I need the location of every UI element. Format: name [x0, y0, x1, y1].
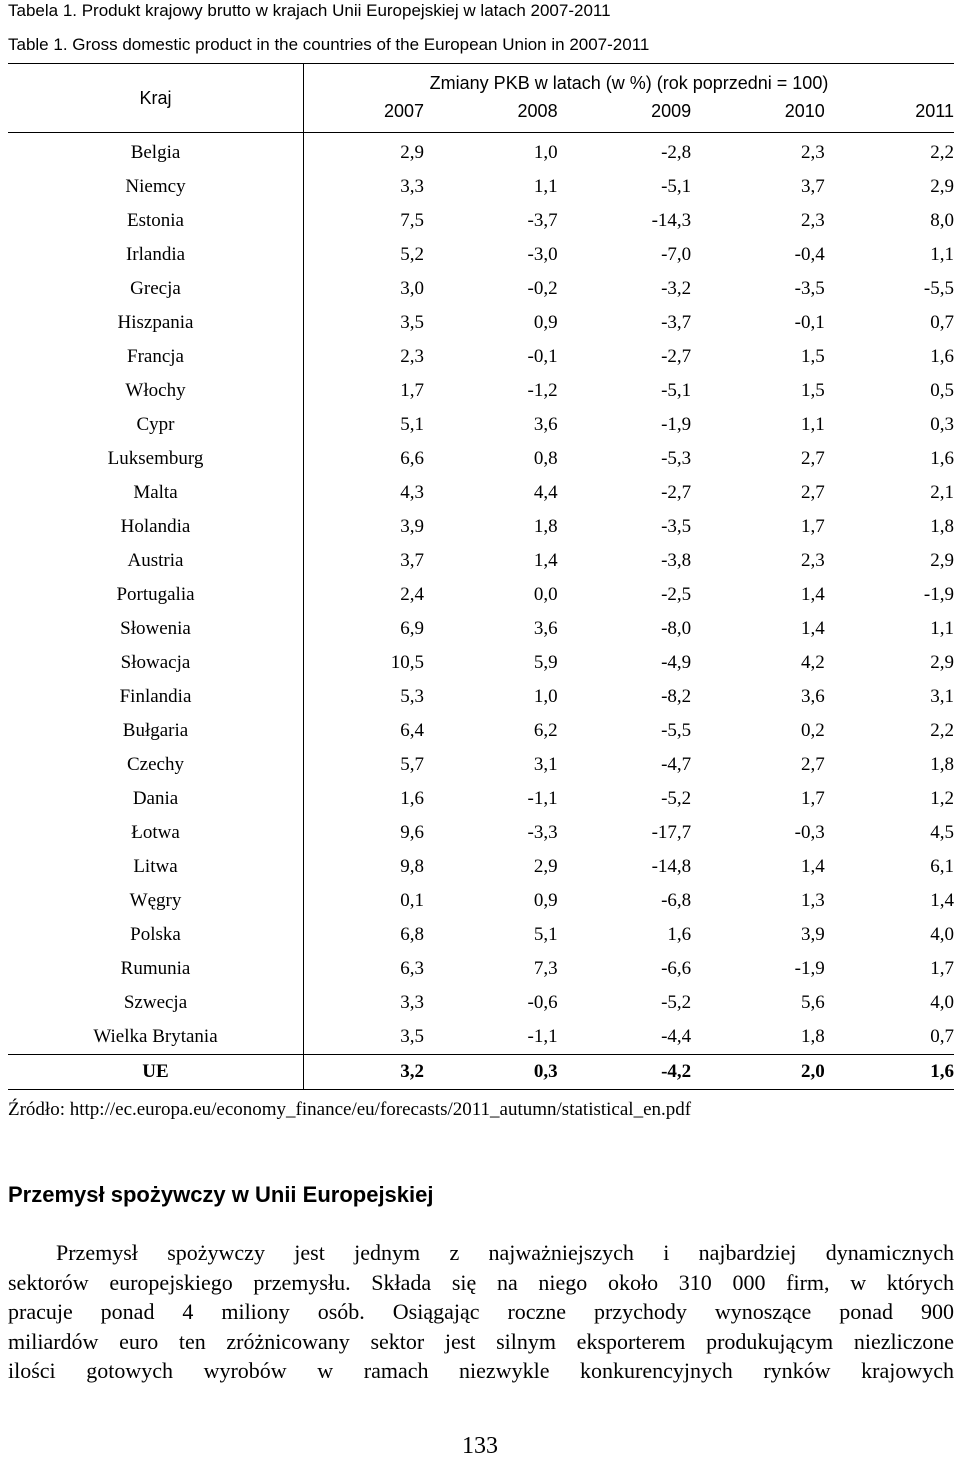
- value-cell: 1,8: [800, 1026, 825, 1047]
- value-cell: 0,7: [930, 1026, 954, 1047]
- table-row: [8, 782, 954, 816]
- value-cell: 3,3: [400, 992, 424, 1013]
- country-cell: Polska: [8, 918, 304, 952]
- value-cell: 1,1: [533, 176, 558, 197]
- country-cell: Francja: [8, 340, 304, 374]
- table-caption-english: Table 1. Gross domestic product in the countries of the European Union in 2007-2011: [8, 35, 650, 54]
- value-cell: -3,3: [527, 822, 558, 843]
- value-cell: -3,2: [661, 278, 692, 299]
- value-cell: 0,9: [533, 312, 558, 333]
- table-row: [8, 442, 954, 476]
- value-cell: 0,0: [533, 584, 558, 605]
- country-cell: Irlandia: [8, 238, 304, 272]
- value-cell: 1,7: [800, 788, 825, 809]
- value-cell: 3,1: [930, 686, 954, 707]
- table-row: [8, 340, 954, 374]
- country-column-header: Kraj: [8, 64, 304, 133]
- table-row: [8, 680, 954, 714]
- total-row: [8, 1055, 954, 1090]
- value-cell: -0,1: [794, 312, 825, 333]
- table-row: [8, 204, 954, 238]
- table-caption-polish: Tabela 1. Produkt krajowy brutto w krajach Unii Europejskiej w latach 2007-2011: [8, 1, 611, 20]
- value-cell: 1,2: [930, 788, 954, 809]
- table-row: [8, 816, 954, 850]
- value-cell: 1,7: [400, 380, 424, 401]
- country-cell: Austria: [8, 544, 304, 578]
- value-cell: 2,3: [800, 210, 825, 231]
- table-row: [8, 578, 954, 612]
- country-cell: Estonia: [8, 204, 304, 238]
- value-cell: -5,5: [661, 720, 692, 741]
- country-cell: Szwecja: [8, 986, 304, 1020]
- value-cell: 4,5: [930, 822, 954, 843]
- body-paragraph: [8, 1238, 954, 1386]
- value-cell: 6,4: [400, 720, 424, 741]
- table-row: [8, 170, 954, 204]
- value-cell: -2,5: [661, 584, 692, 605]
- gdp-table: [8, 63, 954, 1090]
- value-cell: 3,6: [533, 618, 558, 639]
- country-cell: Dania: [8, 782, 304, 816]
- country-cell: Niemcy: [8, 170, 304, 204]
- value-cell: 0,9: [533, 890, 558, 911]
- value-cell: 7,3: [533, 958, 558, 979]
- value-cell: 1,4: [800, 618, 825, 639]
- value-cell: 0,3: [930, 414, 954, 435]
- value-cell: -0,3: [794, 822, 825, 843]
- value-cell: -5,3: [661, 448, 692, 469]
- value-cell: 3,6: [800, 686, 825, 707]
- value-cell: 1,6: [825, 1055, 954, 1090]
- value-cell: 4,4: [533, 482, 558, 503]
- value-cell: -3,0: [527, 244, 558, 265]
- value-cell: 1,1: [930, 244, 954, 265]
- value-cell: 1,7: [800, 516, 825, 537]
- table-row: [8, 748, 954, 782]
- value-cell: -3,5: [661, 516, 692, 537]
- year-header: 2008: [424, 101, 558, 133]
- value-cell: -8,2: [661, 686, 692, 707]
- value-cell: 7,5: [400, 210, 424, 231]
- value-cell: 2,3: [800, 550, 825, 571]
- value-cell: 9,6: [400, 822, 424, 843]
- value-cell: -4,7: [661, 754, 692, 775]
- value-cell: -0,2: [527, 278, 558, 299]
- value-cell: 1,7: [930, 958, 954, 979]
- table-row: [8, 714, 954, 748]
- value-cell: -2,7: [661, 346, 692, 367]
- value-cell: -1,2: [527, 380, 558, 401]
- value-cell: 1,8: [930, 754, 954, 775]
- value-cell: 9,8: [400, 856, 424, 877]
- country-cell: Hiszpania: [8, 306, 304, 340]
- value-cell: -4,4: [661, 1026, 692, 1047]
- value-cell: -3,7: [661, 312, 692, 333]
- value-cell: 2,9: [533, 856, 558, 877]
- table-row: [8, 476, 954, 510]
- value-cell: -14,8: [651, 856, 692, 877]
- paragraph-line: ilości gotowych wyrobów w ramach niezwykle konkurencyjnych rynków krajowych: [8, 1358, 954, 1384]
- value-cell: 5,1: [533, 924, 558, 945]
- value-cell: 4,2: [800, 652, 825, 673]
- value-cell: 1,6: [667, 924, 692, 945]
- value-cell: 6,9: [400, 618, 424, 639]
- value-cell: -1,9: [794, 958, 825, 979]
- paragraph-line: pracuje ponad 4 miliony osób. Osiągając roczne przychody wynoszące ponad 900: [8, 1299, 954, 1325]
- value-cell: -5,1: [661, 380, 692, 401]
- country-cell: Słowenia: [8, 612, 304, 646]
- table-row: [8, 1020, 954, 1055]
- value-cell: 1,4: [533, 550, 558, 571]
- value-cell: 0,2: [800, 720, 825, 741]
- value-cell: 3,2: [304, 1055, 425, 1090]
- country-cell: UE: [8, 1055, 304, 1090]
- table-row: [8, 510, 954, 544]
- value-cell: 0,5: [930, 380, 954, 401]
- value-cell: 1,4: [800, 856, 825, 877]
- value-cell: -0,6: [527, 992, 558, 1013]
- value-cell: 2,7: [800, 448, 825, 469]
- value-cell: -4,9: [661, 652, 692, 673]
- value-cell: 2,7: [800, 754, 825, 775]
- paragraph-line: Przemysł spożywczy jest jednym z najważniejszych i najbardziej dynamicznych: [56, 1240, 954, 1265]
- value-cell: -6,8: [661, 890, 692, 911]
- country-cell: Słowacja: [8, 646, 304, 680]
- value-cell: 1,3: [800, 890, 825, 911]
- value-cell: 3,0: [400, 278, 424, 299]
- country-cell: Finlandia: [8, 680, 304, 714]
- value-cell: -1,1: [527, 788, 558, 809]
- value-cell: 0,8: [533, 448, 558, 469]
- value-cell: 2,9: [400, 142, 424, 163]
- value-cell: 2,7: [800, 482, 825, 503]
- value-cell: 5,6: [800, 992, 825, 1013]
- value-cell: -3,7: [527, 210, 558, 231]
- value-cell: -0,1: [527, 346, 558, 367]
- year-header: 2007: [304, 101, 425, 133]
- value-cell: 2,2: [930, 142, 954, 163]
- header-row-group: [8, 64, 954, 102]
- value-cell: 5,2: [400, 244, 424, 265]
- table-row: [8, 986, 954, 1020]
- value-cell: 2,9: [930, 652, 954, 673]
- value-cell: 6,8: [400, 924, 424, 945]
- value-cell: 4,0: [930, 992, 954, 1013]
- country-cell: Luksemburg: [8, 442, 304, 476]
- year-header: 2010: [691, 101, 825, 133]
- value-cell: 3,7: [400, 550, 424, 571]
- paragraph-line: miliardów euro ten zróżnicowany sektor jest silnym eksporterem produkującym niezliczone: [8, 1328, 954, 1354]
- value-cell: -3,5: [794, 278, 825, 299]
- value-cell: -8,0: [661, 618, 692, 639]
- value-cell: 1,6: [930, 346, 954, 367]
- table-row: [8, 133, 954, 171]
- table-row: [8, 918, 954, 952]
- country-cell: Bułgaria: [8, 714, 304, 748]
- value-cell: 5,1: [400, 414, 424, 435]
- value-cell: 3,1: [533, 754, 558, 775]
- country-cell: Malta: [8, 476, 304, 510]
- value-cell: 1,8: [930, 516, 954, 537]
- table-row: [8, 544, 954, 578]
- year-header: 2009: [558, 101, 692, 133]
- value-cell: -4,2: [558, 1055, 692, 1090]
- country-cell: Litwa: [8, 850, 304, 884]
- value-cell: 0,3: [424, 1055, 558, 1090]
- value-cell: 3,6: [533, 414, 558, 435]
- value-cell: -5,5: [923, 278, 954, 299]
- value-cell: -17,7: [651, 822, 692, 843]
- paragraph-line: sektorów europejskiego przemysłu. Składa się na niego około 310 000 firm, w których: [8, 1269, 954, 1295]
- value-cell: 3,9: [400, 516, 424, 537]
- table-row: [8, 884, 954, 918]
- value-cell: -0,4: [794, 244, 825, 265]
- value-cell: -2,8: [661, 142, 692, 163]
- value-cell: -7,0: [661, 244, 692, 265]
- country-cell: Grecja: [8, 272, 304, 306]
- value-cell: 3,7: [800, 176, 825, 197]
- table-row: [8, 612, 954, 646]
- country-cell: Rumunia: [8, 952, 304, 986]
- country-cell: Czechy: [8, 748, 304, 782]
- value-cell: 5,9: [533, 652, 558, 673]
- table-row: [8, 408, 954, 442]
- value-cell: 5,7: [400, 754, 424, 775]
- country-cell: Włochy: [8, 374, 304, 408]
- value-cell: 1,0: [533, 142, 558, 163]
- value-cell: 6,3: [400, 958, 424, 979]
- country-cell: Wielka Brytania: [8, 1020, 304, 1055]
- value-cell: 1,5: [800, 380, 825, 401]
- country-cell: Cypr: [8, 408, 304, 442]
- table-row: [8, 850, 954, 884]
- value-cell: 2,0: [691, 1055, 825, 1090]
- value-cell: -1,9: [661, 414, 692, 435]
- value-cell: 2,1: [930, 482, 954, 503]
- country-cell: Portugalia: [8, 578, 304, 612]
- value-cell: -1,1: [527, 1026, 558, 1047]
- value-cell: 3,9: [800, 924, 825, 945]
- value-cell: 1,8: [533, 516, 558, 537]
- value-cell: 1,4: [800, 584, 825, 605]
- value-cell: 1,4: [930, 890, 954, 911]
- value-cell: -3,8: [661, 550, 692, 571]
- value-cell: -5,1: [661, 176, 692, 197]
- table-row: [8, 646, 954, 680]
- table-row: [8, 238, 954, 272]
- value-cell: 1,0: [533, 686, 558, 707]
- table-row: [8, 952, 954, 986]
- table-row: [8, 306, 954, 340]
- table-header: [8, 64, 954, 133]
- value-cell: 2,3: [400, 346, 424, 367]
- section-heading: Przemysł spożywczy w Unii Europejskiej: [8, 1182, 434, 1207]
- value-cell: 2,9: [930, 176, 954, 197]
- value-cell: 1,6: [400, 788, 424, 809]
- value-cell: 3,5: [400, 312, 424, 333]
- page-number: 133: [462, 1433, 498, 1459]
- year-header: 2011: [825, 101, 954, 133]
- value-cell: 1,1: [800, 414, 825, 435]
- value-cell: -2,7: [661, 482, 692, 503]
- value-cell: -14,3: [651, 210, 692, 231]
- value-cell: 0,7: [930, 312, 954, 333]
- table-row: [8, 374, 954, 408]
- value-cell: 2,9: [930, 550, 954, 571]
- value-cell: 4,0: [930, 924, 954, 945]
- value-cell: 1,6: [930, 448, 954, 469]
- source-note: Źródło: http://ec.europa.eu/economy_finance/eu/forecasts/2011_autumn/statistical_en.pdf: [8, 1099, 692, 1120]
- value-cell: 6,1: [930, 856, 954, 877]
- country-cell: Belgia: [8, 133, 304, 171]
- value-cell: -5,2: [661, 992, 692, 1013]
- gdp-change-group-header: Zmiany PKB w latach (w %) (rok poprzedni = 100): [304, 64, 955, 102]
- value-cell: 1,5: [800, 346, 825, 367]
- country-cell: Łotwa: [8, 816, 304, 850]
- value-cell: 0,1: [400, 890, 424, 911]
- value-cell: -6,6: [661, 958, 692, 979]
- value-cell: 6,2: [533, 720, 558, 741]
- value-cell: -1,9: [923, 584, 954, 605]
- value-cell: 2,2: [930, 720, 954, 741]
- value-cell: 3,5: [400, 1026, 424, 1047]
- value-cell: 10,5: [390, 652, 424, 673]
- value-cell: 2,3: [800, 142, 825, 163]
- table-body: [8, 133, 954, 1090]
- country-cell: Węgry: [8, 884, 304, 918]
- value-cell: -5,2: [661, 788, 692, 809]
- value-cell: 1,1: [930, 618, 954, 639]
- value-cell: 4,3: [400, 482, 424, 503]
- table-row: [8, 272, 954, 306]
- value-cell: 8,0: [930, 210, 954, 231]
- value-cell: 3,3: [400, 176, 424, 197]
- value-cell: 2,4: [400, 584, 424, 605]
- value-cell: 6,6: [400, 448, 424, 469]
- value-cell: 5,3: [400, 686, 424, 707]
- country-cell: Holandia: [8, 510, 304, 544]
